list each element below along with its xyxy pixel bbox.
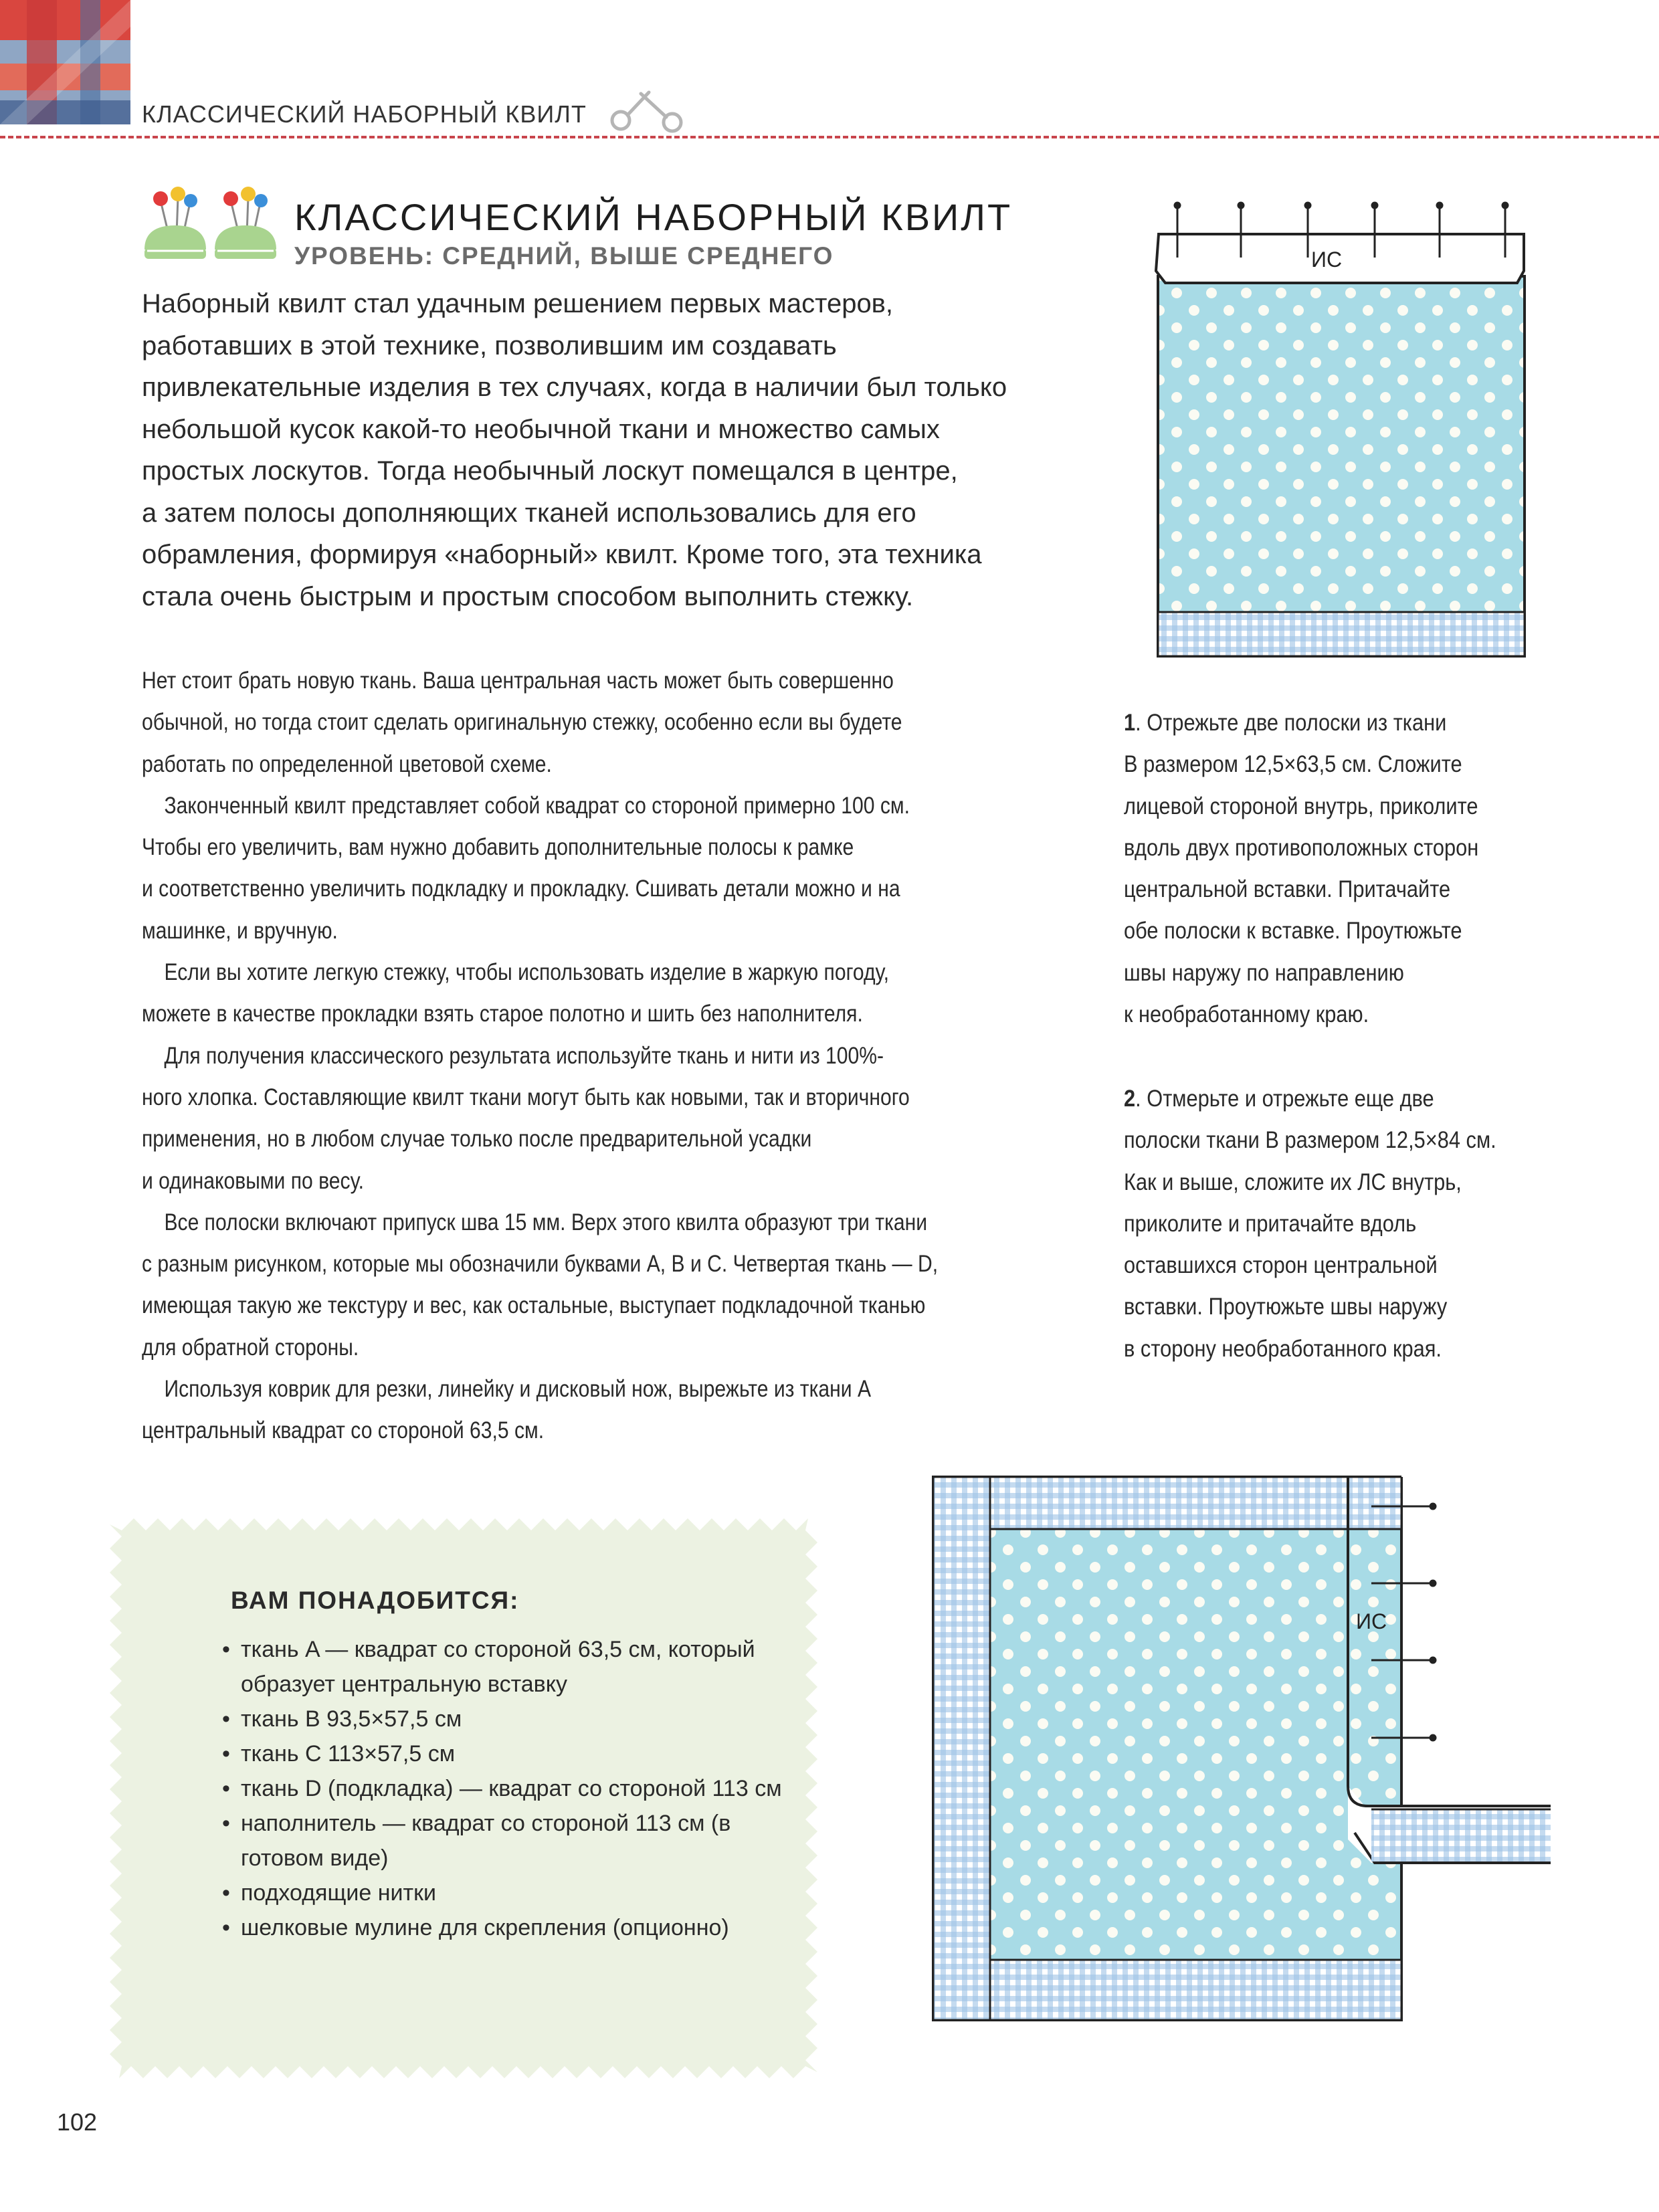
intro-line: Наборный квилт стал удачным решением первых мастеров, (142, 289, 894, 318)
body-line: Чтобы его увеличить, вам нужно добавить дополнительные полосы к рамке (142, 834, 854, 861)
body-line: Используя коврик для резки, линейку и дисковый нож, вырежьте из ткани A (142, 1376, 872, 1403)
step-line: в сторону необработанного края. (1124, 1335, 1442, 1362)
step-line: полоски ткани B размером 12,5×84 см. (1124, 1127, 1496, 1154)
body-line: центральный квадрат со стороной 63,5 см. (142, 1417, 545, 1444)
step-line: B размером 12,5×63,5 см. Сложите (1124, 751, 1462, 778)
body-line: Для получения классического результата используйте ткань и нити из 100%- (142, 1042, 884, 1069)
body-line: с разным рисунком, которые мы обозначили буквами A, B и C. Четвертая ткань — D, (142, 1251, 939, 1278)
scissors-icon (602, 86, 696, 136)
list-item: • ткань C 113×57,5 см (222, 1736, 797, 1771)
step-line: вставки. Проутюжьте швы наружу (1124, 1294, 1448, 1320)
body-line: можете в качестве прокладки взять старое полотно и шить без наполнителя. (142, 1001, 863, 1027)
step-line: приколите и притачайте вдоль (1124, 1210, 1417, 1237)
tartan-corner-image (0, 0, 130, 124)
step1-diagram (1151, 197, 1532, 666)
intro-paragraph (142, 283, 1092, 617)
step-line: швы наружу по направлению (1124, 959, 1404, 986)
wrong-side-label: ИС (1355, 1609, 1387, 1633)
intro-line: простых лоскутов. Тогда необычный лоскут помещался в центре, (142, 456, 958, 486)
list-item: • ткань B 93,5×57,5 см (222, 1702, 797, 1736)
intro-line: работавших в этой технике, позволившим им создавать (142, 330, 837, 361)
step2-diagram (930, 1472, 1555, 2027)
step-number: 2 (1124, 1086, 1136, 1112)
step-line: центральной вставки. Притачайте (1124, 876, 1451, 903)
intro-line: стала очень быстрым и простым способом выполнить стежку. (142, 581, 914, 611)
list-item: • наполнитель — квадрат со стороной 113 см (в готовом виде) (222, 1806, 797, 1876)
wrong-side-label: ИС (1310, 247, 1343, 272)
step-line: обе полоски к вставке. Проутюжьте (1124, 918, 1462, 944)
step-2 (1124, 1078, 1571, 1370)
body-line: Законченный квилт представляет собой квадрат со стороной примерно 100 см. (142, 792, 910, 819)
step-line (1124, 1078, 1571, 1120)
page-number: 102 (57, 2108, 98, 2136)
step-text: . Отрежьте две полоски из ткани (1135, 710, 1447, 736)
body-line: ного хлопка. Составляющие квилт ткани могут быть как новыми, так и вторичного (142, 1084, 910, 1110)
list-item: • ткань D (подкладка) — квадрат со стороной 113 см (222, 1771, 797, 1806)
supplies-heading: ВАМ ПОНАДОБИТСЯ: (231, 1587, 520, 1614)
running-head: КЛАССИЧЕСКИЙ НАБОРНЫЙ КВИЛТ (142, 100, 587, 128)
step-line: оставшихся сторон центральной (1124, 1252, 1438, 1279)
intro-line: привлекательные изделия в тех случаях, когда в наличии был только (142, 373, 1007, 402)
step-number: 1 (1124, 710, 1136, 736)
body-line: Нет стоит брать новую ткань. Ваша центральная часть может быть совершенно (142, 668, 894, 694)
body-line: для обратной стороны. (142, 1334, 359, 1361)
intro-line: обрамления, формируя «наборный» квилт. Кроме того, эта техника (142, 540, 982, 569)
intro-line: небольшой кусок какой-то необычной ткани и множество самых (142, 414, 940, 444)
body-line: Все полоски включают припуск шва 15 мм. Верх этого квилта образуют три ткани (142, 1209, 928, 1235)
body-line: и соответственно увеличить подкладку и прокладку. Сшивать детали можно и на (142, 876, 900, 902)
supplies-list (222, 1632, 797, 1945)
difficulty-level: УРОВЕНЬ: СРЕДНИЙ, ВЫШЕ СРЕДНЕГО (294, 242, 834, 270)
body-line: применения, но в любом случае только после предварительной усадки (142, 1126, 812, 1152)
body-line: и одинаковыми по весу. (142, 1167, 364, 1194)
page-title: КЛАССИЧЕСКИЙ НАБОРНЫЙ КВИЛТ (294, 196, 1013, 238)
step-line: лицевой стороной внутрь, приколите (1124, 793, 1478, 819)
body-line: машинке, и вручную. (142, 917, 338, 944)
list-item: • ткань A — квадрат со стороной 63,5 см, который образует центральную вставку (222, 1632, 797, 1702)
list-item: • шелковые мулине для скрепления (опционно) (222, 1910, 797, 1945)
step-line: вдоль двух противоположных сторон (1124, 834, 1479, 861)
pincushion-icon (142, 184, 292, 268)
step-text: . Отмерьте и отрежьте еще две (1135, 1086, 1434, 1112)
step-line: к необработанному краю. (1124, 1001, 1369, 1028)
body-text (142, 660, 1091, 1452)
body-line: имеющая такую же текстуру и вес, как остальные, выступает подкладочной тканью (142, 1292, 926, 1319)
step-line: Как и выше, сложите их ЛС внутрь, (1124, 1169, 1462, 1195)
intro-line: а затем полосы дополняющих тканей использовались для его (142, 498, 916, 528)
step-line (1124, 702, 1571, 744)
step-1 (1124, 702, 1571, 1035)
list-item: • подходящие нитки (222, 1876, 797, 1910)
header-divider (0, 136, 1659, 138)
body-line: Если вы хотите легкую стежку, чтобы использовать изделие в жаркую погоду, (142, 959, 889, 986)
body-line: работать по определенной цветовой схеме. (142, 750, 552, 777)
body-line: обычной, но тогда стоит сделать оригинальную стежку, особенно если вы будете (142, 709, 902, 736)
